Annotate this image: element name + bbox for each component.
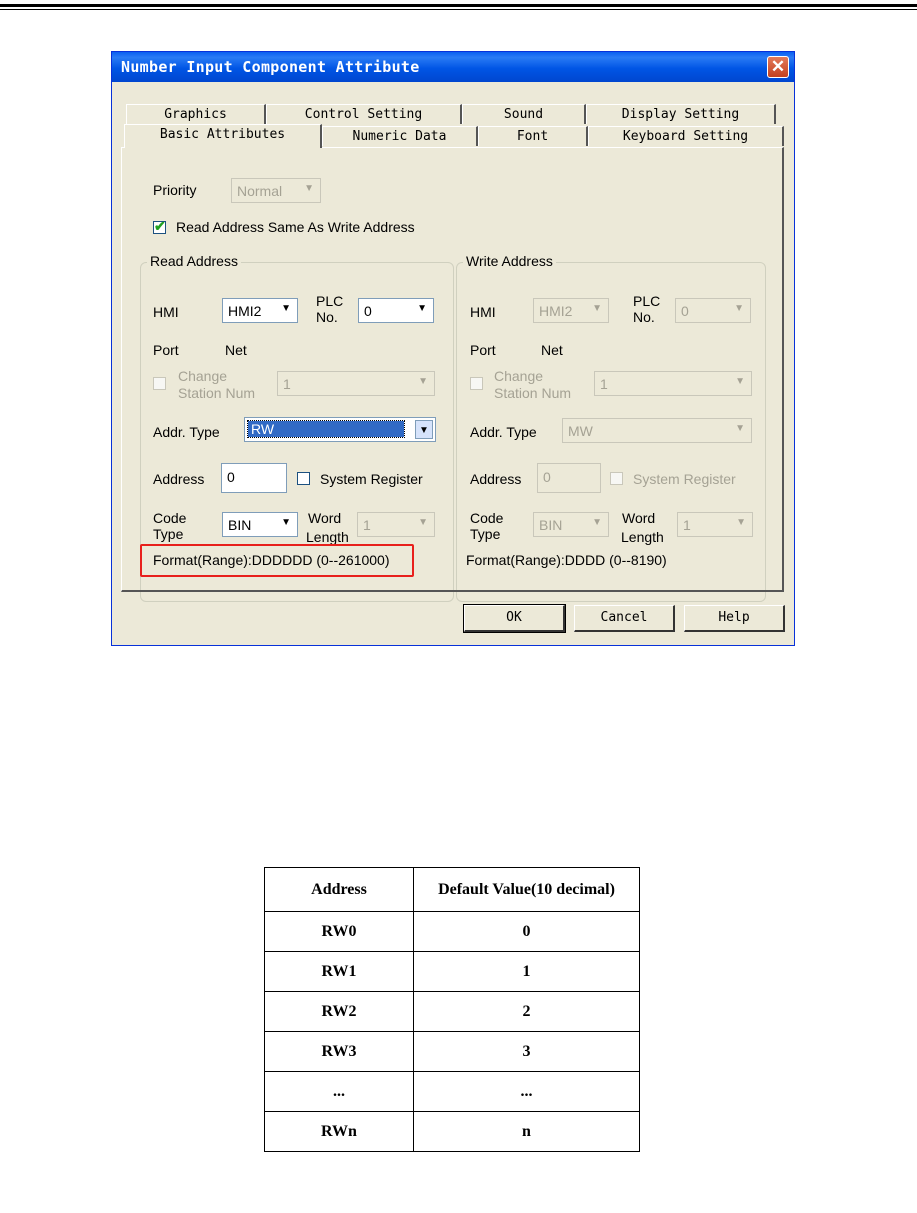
tab-keyboard-setting[interactable]: Keyboard Setting: [588, 126, 784, 146]
table-cell-value: ...: [414, 1072, 640, 1112]
read-code-type-label-1: Code: [153, 510, 187, 526]
write-port-label: Port: [470, 342, 496, 358]
tab-control-setting[interactable]: Control Setting: [266, 104, 462, 124]
chevron-down-icon: ▼: [417, 303, 427, 314]
read-word-length-value: 1: [363, 517, 371, 533]
read-station-value: 1: [283, 376, 291, 392]
table-cell-value: 1: [414, 952, 640, 992]
read-system-register-label: System Register: [320, 471, 423, 487]
write-code-type-label-1: Code: [470, 510, 504, 526]
write-system-register-label: System Register: [633, 471, 736, 487]
column-header-address: Address: [265, 868, 414, 912]
default-values-table: [264, 867, 640, 1152]
tab-display-setting[interactable]: Display Setting: [586, 104, 776, 124]
dialog-titlebar[interactable]: [112, 52, 794, 82]
read-addr-type-value: RW: [248, 421, 404, 437]
chevron-down-icon: ▼: [281, 303, 291, 314]
read-format-range: Format(Range):DDDDDD (0--261000): [153, 552, 390, 568]
write-address-label: Address: [470, 471, 522, 487]
chevron-down-icon: ▼: [418, 376, 428, 387]
tab-panel: [121, 147, 784, 592]
chevron-down-icon[interactable]: ▼: [415, 420, 433, 439]
checkmark-icon: ✔: [154, 218, 166, 234]
table-cell-address: RWn: [265, 1112, 414, 1152]
table-header-row: [265, 868, 640, 912]
table-cell-value: 0: [414, 912, 640, 952]
table-cell-address: RW2: [265, 992, 414, 1032]
write-plc-label-1: PLC: [633, 293, 661, 309]
write-plc-value: 0: [681, 303, 689, 319]
read-plc-value: 0: [364, 303, 372, 319]
write-change-station-label-2: Station Num: [494, 385, 572, 401]
chevron-down-icon: ▼: [592, 303, 602, 314]
same-address-label: Read Address Same As Write Address: [176, 219, 415, 235]
tab-sound[interactable]: Sound: [462, 104, 586, 124]
chevron-down-icon: ▼: [736, 517, 746, 528]
write-code-type-value: BIN: [539, 517, 563, 533]
read-address-label: Address: [153, 471, 205, 487]
write-addr-type-label: Addr. Type: [470, 424, 537, 440]
close-button[interactable]: [767, 56, 789, 78]
write-change-station-label-1: Change: [494, 368, 544, 384]
write-address-value: 0: [543, 469, 551, 485]
write-plc-label-2: No.: [633, 309, 655, 325]
write-station-value: 1: [600, 376, 608, 392]
table-row: [265, 912, 640, 952]
write-hmi-value: HMI2: [539, 303, 573, 319]
priority-value: Normal: [237, 183, 283, 199]
write-hmi-label: HMI: [470, 304, 496, 320]
read-plc-label-2: No.: [316, 309, 338, 325]
chevron-down-icon: ▼: [734, 303, 744, 314]
table-cell-address: RW0: [265, 912, 414, 952]
read-change-station-label-2: Station Num: [178, 385, 256, 401]
tab-graphics[interactable]: Graphics: [126, 104, 266, 124]
chevron-down-icon: ▼: [418, 517, 428, 528]
write-addr-type-value: MW: [568, 423, 593, 439]
write-code-type-label-2: Type: [470, 526, 501, 542]
cancel-button[interactable]: Cancel: [574, 605, 675, 632]
read-word-length-label-2: Length: [306, 529, 349, 545]
chevron-down-icon: ▼: [735, 423, 745, 434]
read-word-length-label-1: Word: [308, 510, 342, 526]
table-cell-address: RW1: [265, 952, 414, 992]
read-hmi-label: HMI: [153, 304, 179, 320]
column-header-default-value: Default Value(10 decimal): [414, 868, 640, 912]
read-port-value: Net: [225, 342, 247, 358]
dialog-title: Number Input Component Attribute: [121, 58, 420, 76]
tab-font[interactable]: Font: [478, 126, 588, 146]
write-word-length-value: 1: [683, 517, 691, 533]
read-change-station-label-1: Change: [178, 368, 228, 384]
header-rule-thick: [0, 4, 917, 7]
table-row: [265, 1112, 640, 1152]
read-hmi-value: HMI2: [228, 303, 262, 319]
read-code-type-label-2: Type: [153, 526, 184, 542]
table-cell-address: RW3: [265, 1032, 414, 1072]
ok-button[interactable]: OK: [464, 605, 565, 632]
read-plc-label-1: PLC: [316, 293, 344, 309]
tab-basic-attributes[interactable]: Basic Attributes: [124, 124, 322, 148]
table-cell-value: 2: [414, 992, 640, 1032]
chevron-down-icon: ▼: [735, 376, 745, 387]
read-port-label: Port: [153, 342, 179, 358]
write-port-value: Net: [541, 342, 563, 358]
read-address-title: Read Address: [147, 253, 241, 269]
write-word-length-label-1: Word: [622, 510, 656, 526]
write-word-length-label-2: Length: [621, 529, 664, 545]
read-code-type-value: BIN: [228, 517, 252, 533]
table-row: [265, 1032, 640, 1072]
table-cell-value: 3: [414, 1032, 640, 1072]
table-cell-address: ...: [265, 1072, 414, 1112]
priority-label: Priority: [153, 182, 197, 198]
attribute-dialog: [111, 51, 795, 646]
chevron-down-icon: ▼: [592, 517, 602, 528]
table-row: [265, 992, 640, 1032]
table-row: [265, 952, 640, 992]
table-row: [265, 1072, 640, 1112]
chevron-down-icon: ▼: [281, 517, 291, 528]
close-icon: ✕: [770, 57, 786, 76]
table-cell-value: n: [414, 1112, 640, 1152]
help-button[interactable]: Help: [684, 605, 785, 632]
header-rule-thin: [0, 9, 917, 10]
read-address-value: 0: [227, 469, 235, 485]
chevron-down-icon: ▼: [304, 183, 314, 194]
write-format-range: Format(Range):DDDD (0--8190): [466, 552, 667, 568]
read-addr-type-label: Addr. Type: [153, 424, 220, 440]
tab-numeric-data[interactable]: Numeric Data: [322, 126, 478, 146]
write-address-title: Write Address: [463, 253, 556, 269]
